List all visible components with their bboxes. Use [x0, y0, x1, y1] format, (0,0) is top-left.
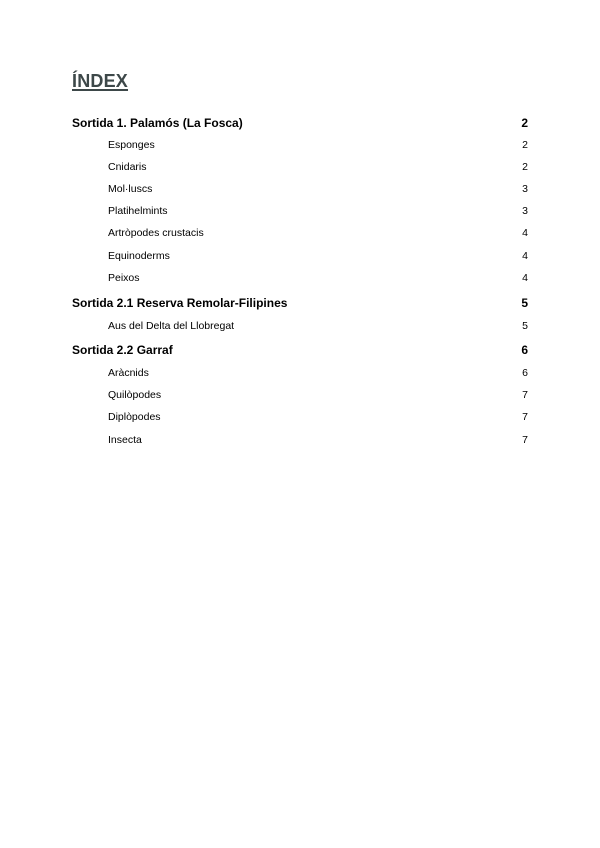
toc-item-platihelmints[interactable] — [72, 205, 528, 217]
toc-item-label: Mol·luscs — [108, 183, 153, 195]
toc-item-label: Diplòpodes — [108, 411, 161, 423]
toc-item-esponges[interactable] — [72, 139, 528, 151]
toc-item-label: Aràcnids — [108, 367, 149, 379]
toc-item-cnidaris[interactable] — [72, 161, 528, 173]
toc-section-label: Sortida 2.1 Reserva Remolar-Filipines — [72, 296, 288, 310]
toc-page-number: 3 — [522, 183, 528, 195]
toc-item-quilopodes[interactable] — [72, 389, 528, 401]
toc-item-diplopodes[interactable] — [72, 411, 528, 423]
toc-section-2-2[interactable] — [72, 343, 528, 357]
toc-page-number: 7 — [522, 389, 528, 401]
toc-item-label: Cnidaris — [108, 161, 147, 173]
toc-item-equinoderms[interactable] — [72, 250, 528, 262]
toc-page-number: 5 — [521, 296, 528, 310]
toc-item-peixos[interactable] — [72, 272, 528, 284]
toc-page-number: 4 — [522, 272, 528, 284]
toc-item-artropodes-crustacis[interactable] — [72, 227, 528, 239]
page-title: ÍNDEX — [72, 71, 129, 91]
toc-item-label: Insecta — [108, 434, 142, 446]
toc-page-number: 6 — [522, 367, 528, 379]
toc-page-number: 7 — [522, 434, 528, 446]
toc-item-label: Artròpodes crustacis — [108, 227, 204, 239]
toc-page-number: 2 — [522, 161, 528, 173]
toc-item-aus-delta-llobregat[interactable] — [72, 320, 528, 332]
toc-page-number: 4 — [522, 227, 528, 239]
toc-page-number: 7 — [522, 411, 528, 423]
toc-item-label: Platihelmints — [108, 205, 168, 217]
toc-page-number: 2 — [521, 116, 528, 130]
toc-item-label: Aus del Delta del Llobregat — [108, 320, 235, 332]
toc-item-label: Equinoderms — [108, 250, 170, 262]
toc-page-number: 5 — [522, 320, 528, 332]
toc-item-molluscs[interactable] — [72, 183, 528, 195]
toc-item-label: Esponges — [108, 139, 155, 151]
toc-page-number: 6 — [521, 343, 528, 357]
toc-page-number: 4 — [522, 250, 528, 262]
toc-page-number: 2 — [522, 139, 528, 151]
toc-item-label: Quilòpodes — [108, 389, 162, 401]
toc-page-number: 3 — [522, 205, 528, 217]
toc-section-1[interactable] — [72, 116, 528, 130]
toc-section-label: Sortida 1. Palamós (La Fosca) — [72, 116, 243, 130]
toc-section-2-1[interactable] — [72, 296, 528, 310]
toc-item-label: Peixos — [108, 272, 140, 284]
toc-item-aracnids[interactable] — [72, 367, 528, 379]
toc-section-label: Sortida 2.2 Garraf — [72, 343, 173, 357]
toc-item-insecta[interactable] — [72, 434, 528, 446]
